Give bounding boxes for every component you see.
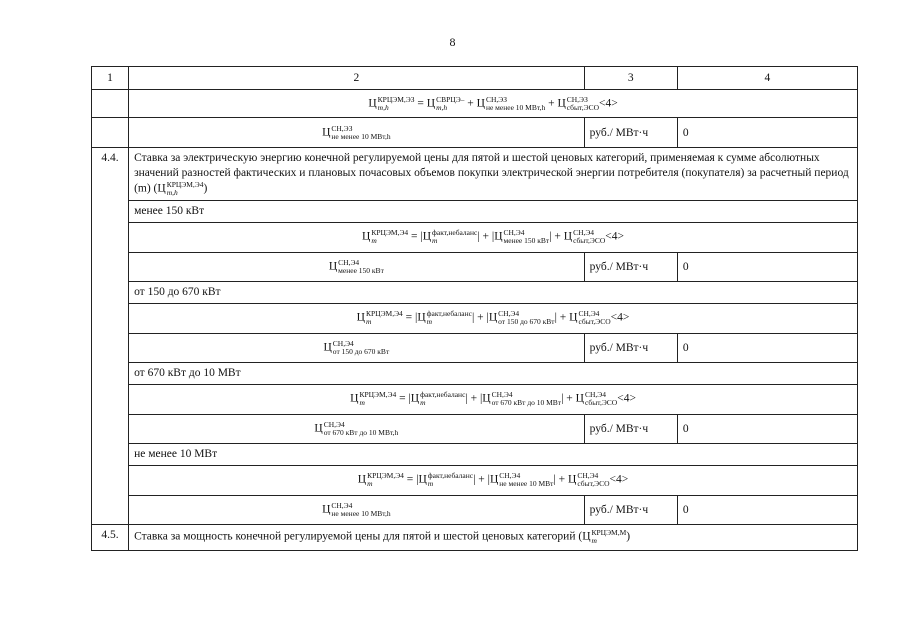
group-formula-row [92,465,858,495]
value-cell: 0 [677,252,857,281]
param-row-ee3 [92,118,858,148]
group-formula: Ц КРЦЭМ,Э4 m = |Ц факт,небаланс m | + |Ц СН,Э4 не менее 10 МВт | + Ц СН,Э4 сбыт,ЭСО <4> [129,465,858,495]
section-4-5-row [92,524,858,550]
group-formula-row [92,303,858,333]
group-formula: Ц КРЦЭМ,Э4 m = |Ц факт,небаланс m | + |Ц СН,Э4 от 150 до 670 кВт | + Ц СН,Э4 сбыт,ЭСО <4> [129,303,858,333]
group-param-symbol: Ц СН,Э4 менее 150 кВт [129,252,585,281]
group-label-row [92,362,858,384]
unit-cell: руб./ МВт·ч [584,495,677,524]
tariff-table [91,66,858,551]
group-param-symbol: Ц СН,Э4 не менее 10 МВт,h [129,495,585,524]
value-cell: 0 [677,118,857,148]
group-formula-row [92,384,858,414]
section-4-4-description: Ставка за электрическую энергию конечной регулируемой цены для пятой и шестой ценовых категорий, применяемая к сумме абсолютных значений разностей фактических и плановых почасовых объемов покупки электрической энергии потребителя (покупателя) за расчетный период (m) (Ц КРЦЭМ,Э4 m,h ) [129,148,858,201]
unit-cell: руб./ МВт·ч [584,414,677,443]
section-number-4-5: 4.5. [92,524,129,550]
value-cell: 0 [677,495,857,524]
param-symbol-ee3: Ц СН,ЭЗ не менее 10 МВт,h [129,118,585,148]
group-param-row [92,252,858,281]
header-col-3: 3 [584,67,677,90]
group-param-row [92,495,858,524]
page-number: 8 [449,35,456,49]
group-label-row [92,200,858,222]
header-col-2: 2 [129,67,585,90]
group-formula-row [92,222,858,252]
empty-number-cell [92,90,129,118]
group-label: менее 150 кВт [129,200,858,222]
formula-ee3: Ц КРЦЭМ,ЭЗ m,h = Ц СВРЦЭ– m,h + Ц СН,ЭЗ не менее 10 МВт,h + Ц СН,ЭЗ сбыт,ЭСО <4> [129,90,858,118]
group-label: не менее 10 МВт [129,443,858,465]
group-label-row [92,281,858,303]
section-number-4-4: 4.4. [92,148,129,525]
group-param-symbol: Ц СН,Э4 от 670 кВт до 10 МВт,h [129,414,585,443]
value-cell: 0 [677,414,857,443]
section-4-5-description: Ставка за мощность конечной регулируемой цены для пятой и шестой ценовых категорий (Ц КРЦЭМ,М m ) [129,524,858,550]
group-formula: Ц КРЦЭМ,Э4 m = |Ц факт,небаланс m | + |Ц СН,Э4 менее 150 кВт | + Ц СН,Э4 сбыт,ЭСО <4> [129,222,858,252]
group-param-row [92,333,858,362]
formula-row-ee3 [92,90,858,118]
value-cell: 0 [677,333,857,362]
group-formula: Ц КРЦЭМ,Э4 m = |Ц факт,небаланс m | + |Ц СН,Э4 от 670 кВт до 10 МВт | + Ц СН,Э4 сбыт,ЭСО <4> [129,384,858,414]
group-label-row [92,443,858,465]
section-4-4-row [92,148,858,201]
unit-cell: руб./ МВт·ч [584,252,677,281]
unit-cell: руб./ МВт·ч [584,118,677,148]
group-param-symbol: Ц СН,Э4 от 150 до 670 кВт [129,333,585,362]
group-param-row [92,414,858,443]
group-label: от 150 до 670 кВт [129,281,858,303]
header-col-1: 1 [92,67,129,90]
table-header-row [92,67,858,90]
header-col-4: 4 [677,67,857,90]
unit-cell: руб./ МВт·ч [584,333,677,362]
empty-number-cell [92,118,129,148]
group-label: от 670 кВт до 10 МВт [129,362,858,384]
